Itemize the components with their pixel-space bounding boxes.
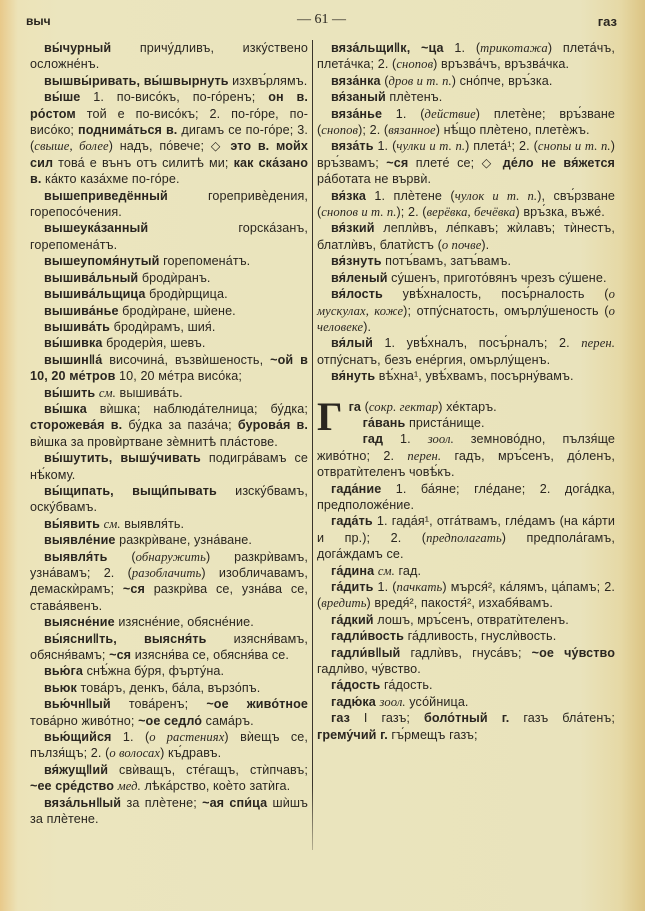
definition-text: 1. (: [382, 106, 425, 121]
dictionary-entry: [317, 106, 615, 139]
definition-text: 1. (: [111, 730, 150, 745]
headword: вьюк: [44, 680, 77, 695]
definition-text: изясне́ние, обясне́ние.: [114, 615, 254, 630]
dictionary-entry: [30, 401, 308, 450]
dictionary-entry: [30, 335, 308, 351]
dictionary-entry: [317, 220, 615, 253]
bold-phrase: это в. мойх сил: [30, 139, 308, 170]
italic-label: разоблачить: [131, 566, 202, 580]
definition-text: ) надъ, по́вече; ◇: [108, 139, 231, 154]
bold-phrase: сторожева́я в.: [30, 418, 123, 433]
definition-text: горска́занъ, горепомена́тъ.: [30, 221, 308, 252]
definition-text: 1. ба́яне; гле́дане; 2. дога́дка, предположе́ние.: [317, 481, 615, 512]
headword: выявля́ть: [44, 549, 108, 564]
definition-text: ); 2. (: [358, 123, 389, 138]
headword: вяза́льщи‖к, ~ца: [331, 41, 444, 55]
headword: вя́жущ‖ий: [44, 762, 109, 777]
headword: га́вань: [362, 415, 406, 430]
definition-text: потъ́вамъ, затъ́вамъ.: [381, 254, 512, 269]
definition-text: ); 2. (: [396, 205, 427, 220]
definition-text: ) хе́ктаръ.: [438, 399, 497, 414]
definition-text: височина́, възвѝшеность,: [102, 352, 271, 367]
headword: вя́зкий: [331, 221, 375, 236]
dictionary-entry: [317, 431, 615, 480]
definition-text: той е по-висо́къ; 2. по-го́ре, по-висо́ко;: [30, 106, 308, 138]
headword: вышвы́ривать, вы́швырнуть: [44, 73, 229, 88]
definition-text: лошъ, мръ́сенъ, отвратѝтеленъ.: [373, 612, 569, 627]
definition-text: подигра́вамъ се нѣ́кому.: [30, 451, 308, 482]
definition-text: бу́дка за паза́ча;: [122, 418, 238, 433]
headword: гада́ние: [331, 481, 382, 496]
definition-text: бродѝрамъ, шия́.: [110, 319, 216, 334]
definition-text: това́ренъ;: [110, 697, 207, 712]
headword: га́дкий: [331, 612, 374, 627]
italic-label: вредить: [321, 596, 367, 611]
left-guide-word: выч: [26, 14, 51, 28]
dictionary-entry: [30, 220, 308, 253]
column-divider: [312, 40, 313, 850]
definition-text: изясня́вамъ, обясня́вамъ;: [30, 631, 308, 663]
headword: вы́ясни‖ть, выясня́ть: [44, 631, 207, 646]
dictionary-entry: [317, 399, 615, 415]
definition-text: сама́ръ.: [202, 713, 254, 728]
definition-text: 1. (: [443, 41, 481, 55]
definition-text: горепривѐдения, горепосо́чения.: [30, 188, 308, 220]
italic-label: о растениях: [149, 730, 225, 745]
definition-text: това́ е вънъ отъ силитѣ ми;: [53, 155, 234, 170]
definition-text: приста́нище.: [405, 415, 485, 430]
headword: вышеупомя́нутый: [44, 254, 160, 269]
definition-text: ) връзва́чъ, връзва́чка.: [433, 57, 570, 72]
right-column: [317, 40, 615, 743]
dictionary-entry: [317, 645, 615, 678]
headword: гадю́ка: [331, 694, 376, 709]
headword: гадли́в‖ый: [331, 645, 401, 660]
definition-text: (: [380, 73, 389, 88]
definition-text: га́дливость, гнуслѝвость.: [404, 629, 557, 644]
definition-text: гад.: [394, 563, 422, 578]
bold-phrase: поднима́ться в.: [78, 123, 178, 138]
bold-phrase: ~ое чу́вство: [531, 645, 615, 660]
definition-text: 10, 20 ме́тра висо́ка;: [115, 369, 242, 384]
definition-text: I газъ;: [349, 711, 424, 726]
definition-text: изхвъ́рлямъ.: [228, 73, 308, 88]
dictionary-entry: [317, 138, 615, 187]
definition-text: дигамъ се по-го́ре; 3. (: [30, 123, 308, 154]
dictionary-entry: [30, 385, 308, 401]
definition-text: ) вредя́², пакостя́², изхабя́вамъ.: [366, 596, 553, 611]
headword: вя́зка: [331, 188, 366, 203]
italic-label: перен.: [581, 336, 615, 351]
definition-text: (: [107, 549, 136, 564]
headword: вя́лость: [331, 287, 383, 302]
definition-text: ) къ́дравъ.: [160, 746, 222, 761]
headword: вью́га: [44, 664, 83, 679]
page-number: — 61 —: [297, 12, 346, 27]
dictionary-entry: [317, 73, 615, 89]
italic-label: перен.: [407, 448, 442, 463]
definition-text: това́рно живо́тно;: [30, 713, 139, 728]
dictionary-entry: [317, 270, 615, 286]
dictionary-entry: [30, 663, 308, 679]
dictionary-entry: [30, 352, 308, 385]
dictionary-entry: [30, 516, 308, 532]
dictionary-entry: [30, 253, 308, 269]
bold-phrase: ~ое живо́тное: [206, 697, 308, 712]
dictionary-entry: [30, 319, 308, 335]
definition-text: вѣ́хна¹, увѣ́хвамъ, посърну́вамъ.: [375, 369, 574, 384]
headword: га́дить: [331, 580, 374, 594]
italic-label: снопов и т. п.: [321, 205, 397, 220]
definition-text: ) мърся́², ка́лямъ, ца́памъ; 2. (: [317, 580, 615, 611]
definition-text: 1. гада́я¹, отга́твамъ, гле́дамъ (на ка́рти и пр.); 2. (: [317, 514, 615, 545]
headword: вя́лый: [331, 336, 373, 351]
dictionary-entry: [30, 73, 308, 89]
definition-text: лѣка́рство, коѐто затѝга.: [140, 779, 291, 794]
definition-text: 1.: [383, 432, 428, 447]
page-header: [26, 12, 617, 32]
bold-phrase: ~ой в 10, 20 ме́тров: [30, 352, 308, 384]
definition-text: 1. (: [373, 580, 397, 594]
italic-label: о человеке: [317, 303, 616, 334]
italic-label: предполагать: [426, 530, 502, 545]
dictionary-entry: [317, 694, 615, 710]
definition-text: выявля́ть.: [120, 516, 185, 531]
italic-label: о волосах: [109, 746, 161, 761]
dictionary-entry: [317, 579, 615, 612]
dictionary-entry: [317, 710, 615, 743]
italic-label: снопов: [396, 57, 434, 72]
bold-phrase: ~ся: [386, 155, 409, 170]
definition-text: ра́ботата не вървѝ.: [317, 172, 432, 187]
definition-text: ), свъ́рзване (: [317, 188, 615, 220]
definition-text: 1. плѐтене (: [366, 188, 455, 203]
dictionary-entry: [30, 286, 308, 302]
definition-text: за плѐтене;: [121, 795, 203, 810]
dictionary-entry: [30, 188, 308, 221]
dictionary-entry: [317, 612, 615, 628]
right-entries: [317, 40, 615, 385]
italic-label: действие: [424, 106, 476, 121]
italic-label: верёвка, бечёвка: [426, 205, 516, 220]
dictionary-entry: [317, 89, 615, 105]
definition-text: изясня́ва се, обясня́ва се.: [131, 648, 289, 663]
definition-text: изску́бвамъ, оску́бвамъ.: [30, 483, 308, 515]
definition-text: ) плета́чъ, плета́чка; 2. (: [317, 41, 615, 72]
definition-text: ) нѣ́що плѐтено, плетѐжъ.: [435, 123, 590, 138]
definition-text: (: [361, 399, 369, 414]
headword: вы́чурный: [44, 41, 112, 55]
definition-text: причу́дливъ, изку́ствено осложне́нъ.: [30, 41, 308, 72]
definition-text: газъ бла́тенъ;: [509, 711, 615, 726]
headword: вы́ше: [44, 90, 81, 105]
dictionary-entry: [317, 40, 615, 73]
headword: вы́шка: [44, 401, 87, 416]
bold-phrase: ~ся: [122, 582, 145, 597]
bold-phrase: де́ло не вя́жется: [502, 155, 615, 170]
headword: вяза́нка: [331, 73, 381, 88]
definition-text: га́дость.: [380, 678, 433, 693]
definition-text: 1. по-висо́къ, по-го́ренъ;: [80, 90, 269, 105]
definition-text: ) връ́зка, въже́.: [515, 205, 605, 220]
italic-label: вязанное: [388, 123, 436, 138]
dictionary-entry: [30, 680, 308, 696]
dictionary-entry: [30, 696, 308, 729]
bold-phrase: ~ее сре́дство: [30, 779, 115, 794]
dictionary-entry: [30, 450, 308, 483]
left-column: [30, 40, 308, 828]
dictionary-entry: [30, 614, 308, 630]
italic-label: зоол.: [379, 694, 406, 709]
definition-text: шѝшъ за плѐтене.: [30, 795, 309, 827]
italic-label: снопы и т. п.: [537, 139, 611, 154]
dropcap-letter: Г: [317, 393, 343, 439]
headword: вя́нуть: [331, 369, 376, 384]
definition-text: гадлѝво, чу́вство.: [317, 662, 421, 677]
headword: га: [348, 399, 362, 414]
headword: вы́щипать, выщи́пывать: [44, 483, 217, 498]
dictionary-entry: [30, 89, 308, 187]
bold-phrase: ~ся: [109, 648, 132, 663]
definition-text: отпу́снатъ, безъ ене́ргия, омърлу́щенъ.: [317, 352, 551, 367]
letter-section-g: [317, 393, 615, 744]
definition-text: ); отпу́снатость, омърлу́шеность (: [403, 303, 609, 318]
definition-text: плете́ се; ◇: [408, 155, 503, 170]
italic-label: о почве: [441, 237, 482, 252]
dictionary-entry: [317, 368, 615, 384]
headword: выявле́ние: [44, 533, 116, 548]
headword: вы́шутить, вышу́чивать: [44, 451, 201, 466]
definition-text: бродѝране, шѝене.: [118, 303, 236, 318]
definition-text: бродѝрщица.: [145, 287, 228, 302]
definition-text: бродерѝя, шевъ.: [102, 336, 206, 351]
definition-text: 1. увѣ́хналъ, посъ́рналъ; 2.: [372, 336, 582, 351]
dictionary-entry: [30, 762, 308, 795]
dictionary-entry: [317, 253, 615, 269]
dictionary-entry: [30, 729, 308, 762]
definition-text: ка́кто каза́хме по-го́ре.: [41, 172, 180, 187]
dictionary-entry: [30, 631, 308, 664]
italic-label: пачкать: [396, 580, 443, 594]
dictionary-entry: [317, 481, 615, 514]
dictionary-entry: [317, 188, 615, 221]
bold-phrase: грему́чий г.: [317, 727, 388, 742]
definition-text: гъ́рмещъ газъ;: [387, 727, 478, 742]
dictionary-entry: [30, 483, 308, 516]
headword: вью́чн‖ый: [44, 697, 111, 712]
headword: вяза́нье: [331, 106, 383, 121]
definition-text: ) разкрѝвамъ, узна́вамъ; 2. (: [30, 549, 308, 580]
bold-phrase: боло́тный г.: [423, 711, 510, 726]
italic-label: обнаружить: [135, 549, 206, 564]
headword: гад: [362, 432, 384, 447]
definition-text: ).: [363, 319, 372, 334]
definition-text: гадлѝвъ, гнуса́въ;: [400, 645, 532, 660]
dictionary-entry: [30, 795, 308, 828]
headword: вя́заный: [331, 90, 386, 105]
headword: вышеука́занный: [44, 221, 149, 236]
definition-text: леплѝвъ, ле́пкавъ; жѝлавъ; тѝнестъ, блатлѝвъ, блатѝстъ (: [317, 221, 615, 252]
headword: вышин‖а́: [44, 352, 103, 367]
definition-text: усо́йница.: [405, 694, 469, 709]
italic-label: мед.: [117, 779, 141, 794]
definition-text: това́ръ, денкъ, ба́ла, вързо́пъ.: [76, 680, 261, 695]
italic-label: см.: [103, 516, 121, 531]
dictionary-entry: [317, 415, 615, 431]
headword: вышива́ть: [44, 319, 111, 334]
dictionary-entry: [30, 303, 308, 319]
letter-entries: [317, 393, 615, 744]
dictionary-entry: [317, 513, 615, 562]
headword: вя́знуть: [331, 254, 382, 269]
italic-label: зоол.: [427, 432, 454, 447]
italic-label: о мускулах, коже: [317, 287, 615, 318]
headword: выясне́ние: [44, 615, 115, 630]
definition-text: су́шенъ, пригото́вянъ чрезъ су́шене.: [387, 270, 607, 285]
headword: вяза́льн‖ый: [44, 795, 122, 810]
italic-label: см.: [377, 563, 395, 578]
definition-text: бродѝранъ.: [138, 270, 211, 285]
definition-text: горепомена́тъ.: [159, 254, 251, 269]
definition-text: земново́дно, пълзя́ще живо́тно; 2.: [317, 432, 615, 463]
dictionary-entry: [30, 40, 308, 73]
definition-text: ) сно́пче, връ́зка.: [451, 73, 553, 88]
dictionary-entry: [317, 563, 615, 579]
italic-label: свыше, более: [34, 139, 109, 154]
headword: вы́шивка: [44, 336, 103, 351]
right-guide-word: газ: [597, 14, 617, 29]
dictionary-entry: [30, 549, 308, 615]
definition-text: гадъ, мръ́сенъ, до́ленъ, отвратѝтеленъ човѣ́къ.: [317, 448, 615, 480]
bold-phrase: ~ое седло́: [138, 713, 203, 728]
italic-label: чулок и т. п.: [454, 188, 538, 203]
headword: гадли́вость: [331, 629, 405, 644]
definition-text: снѣ́жна бу́ря, фърту́на.: [83, 664, 225, 679]
definition-text: ) предпола́гамъ, дога́ждамъ се.: [317, 530, 615, 562]
italic-label: снопов: [321, 123, 359, 138]
definition-text: вѝшка за провѝртване зѐмнитѣ пла́стове.: [30, 434, 278, 449]
italic-label: трикотажа: [480, 41, 548, 55]
headword: вышеприведённый: [44, 188, 168, 203]
definition-text: ) плета́¹; 2. (: [465, 139, 538, 154]
headword: вы́шить: [44, 385, 96, 400]
italic-label: сокр. гектар: [368, 399, 439, 414]
italic-label: дров и т. п.: [388, 73, 452, 88]
headword: вы́явить: [44, 516, 100, 531]
headword: вышива́льный: [44, 270, 139, 285]
dictionary-entry: [317, 677, 615, 693]
definition-text: вѝшка; наблюда́телница; бу́дка;: [86, 401, 308, 416]
bold-phrase: ~ая спи́ца: [202, 795, 268, 810]
bold-phrase: он в. ро́стом: [30, 90, 308, 121]
headword: вяза́ть: [331, 139, 374, 154]
dictionary-entry: [30, 532, 308, 548]
definition-text: разкрѝва се, узна́ва се, става́явенъ.: [30, 582, 308, 613]
italic-label: чулки и т. п.: [396, 139, 466, 154]
headword: вью́щийся: [44, 730, 112, 745]
dictionary-entry: [317, 335, 615, 368]
headword: вышива́нье: [44, 303, 119, 318]
italic-label: см.: [98, 385, 116, 400]
dictionary-entry: [317, 628, 615, 644]
dictionary-entry: [317, 286, 615, 335]
definition-text: разкрѝване, узна́ване.: [115, 533, 252, 548]
headword: вышива́льщица: [44, 287, 146, 302]
bold-phrase: бурова́я в.: [237, 418, 308, 433]
definition-text: 1. (: [373, 139, 397, 154]
definition-text: вышива́ть.: [115, 385, 183, 400]
headword: вя́леный: [331, 270, 388, 285]
definition-text: увѣ́хналость, посъ́рналость (: [382, 287, 609, 302]
definition-text: ) вѝещъ се, пълзя́щъ; 2. (: [30, 730, 309, 761]
headword: га́дость: [331, 678, 381, 693]
dictionary-entry: [30, 270, 308, 286]
definition-text: плѐтенъ.: [385, 90, 443, 105]
headword: газ: [331, 711, 350, 726]
definition-text: ).: [481, 237, 490, 252]
definition-text: ) плетѐне; връ́зване (: [317, 106, 615, 138]
definition-text: свѝващъ, сте́гащъ, стѝпчавъ;: [108, 762, 308, 777]
definition-text: ) изобличавамъ, демаскѝрамъ;: [30, 566, 308, 597]
bold-phrase: как ска́зано в.: [30, 155, 308, 187]
headword: га́дина: [331, 563, 375, 578]
headword: гада́ть: [331, 514, 373, 529]
definition-text: ) връ́звамъ;: [317, 139, 615, 170]
